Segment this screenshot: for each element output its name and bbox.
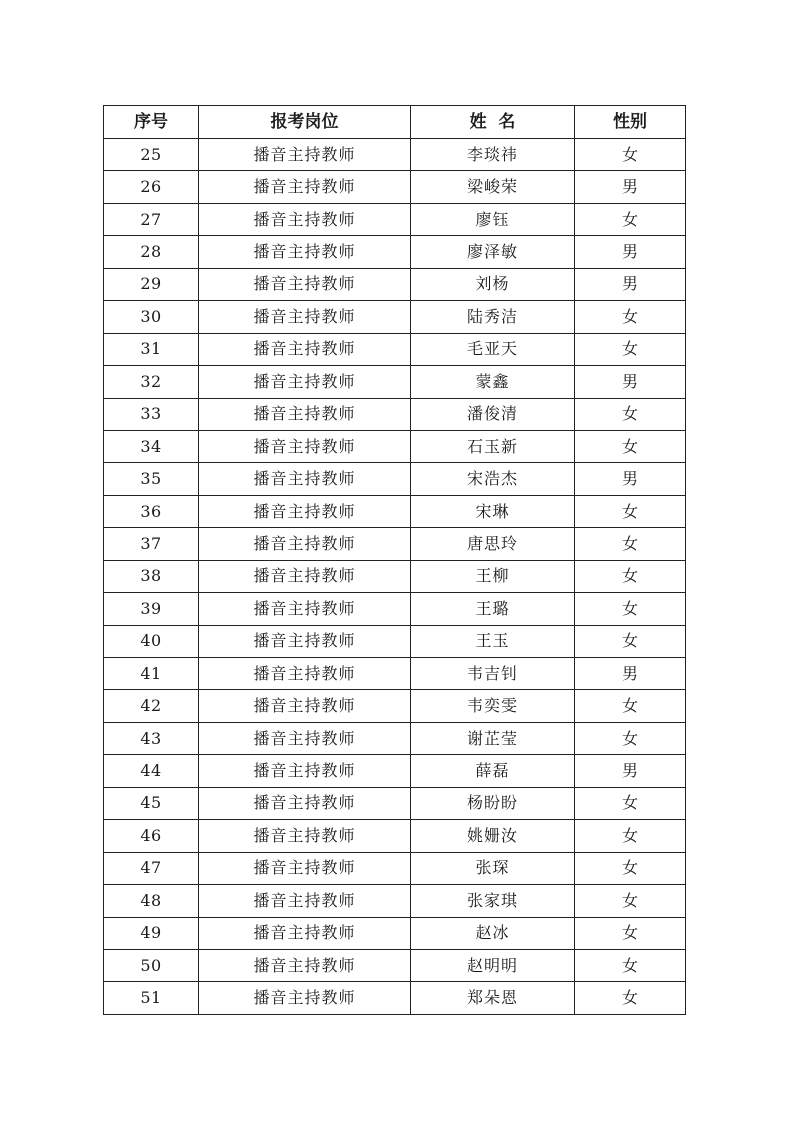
cell-name: 张家琪 — [411, 885, 575, 917]
table-row — [104, 203, 686, 235]
cell-name: 廖钰 — [411, 203, 575, 235]
cell-name: 宋浩杰 — [411, 463, 575, 495]
cell-gender: 女 — [575, 917, 686, 949]
table-row — [104, 236, 686, 268]
cell-seq: 31 — [104, 333, 199, 365]
cell-position: 播音主持教师 — [199, 820, 411, 852]
table-row — [104, 982, 686, 1014]
cell-seq: 37 — [104, 528, 199, 560]
cell-name: 赵明明 — [411, 949, 575, 981]
cell-position: 播音主持教师 — [199, 658, 411, 690]
table-row — [104, 528, 686, 560]
cell-position: 播音主持教师 — [199, 301, 411, 333]
header-gender: 性别 — [575, 106, 686, 139]
cell-seq: 32 — [104, 366, 199, 398]
cell-name: 薛磊 — [411, 755, 575, 787]
cell-gender: 女 — [575, 593, 686, 625]
cell-gender: 女 — [575, 625, 686, 657]
cell-name: 韦奕雯 — [411, 690, 575, 722]
cell-position: 播音主持教师 — [199, 982, 411, 1014]
cell-name: 韦吉钊 — [411, 658, 575, 690]
cell-gender: 女 — [575, 722, 686, 754]
cell-seq: 28 — [104, 236, 199, 268]
cell-position: 播音主持教师 — [199, 463, 411, 495]
cell-name: 宋琳 — [411, 495, 575, 527]
table-row — [104, 268, 686, 300]
cell-name: 谢芷莹 — [411, 722, 575, 754]
header-seq: 序号 — [104, 106, 199, 139]
cell-seq: 38 — [104, 560, 199, 592]
cell-position: 播音主持教师 — [199, 690, 411, 722]
cell-position: 播音主持教师 — [199, 236, 411, 268]
cell-seq: 36 — [104, 495, 199, 527]
table-row — [104, 366, 686, 398]
cell-gender: 女 — [575, 560, 686, 592]
cell-position: 播音主持教师 — [199, 203, 411, 235]
table-row — [104, 398, 686, 430]
cell-gender: 女 — [575, 333, 686, 365]
cell-name: 王璐 — [411, 593, 575, 625]
table-row — [104, 463, 686, 495]
cell-position: 播音主持教师 — [199, 917, 411, 949]
cell-gender: 女 — [575, 820, 686, 852]
cell-gender: 女 — [575, 495, 686, 527]
cell-name: 蒙鑫 — [411, 366, 575, 398]
table-body — [104, 139, 686, 1015]
cell-gender: 女 — [575, 301, 686, 333]
header-name: 姓 名 — [411, 106, 575, 139]
cell-position: 播音主持教师 — [199, 268, 411, 300]
cell-name: 石玉新 — [411, 430, 575, 462]
cell-gender: 女 — [575, 690, 686, 722]
cell-seq: 26 — [104, 171, 199, 203]
cell-name: 廖泽敏 — [411, 236, 575, 268]
cell-seq: 47 — [104, 852, 199, 884]
cell-name: 王柳 — [411, 560, 575, 592]
cell-name: 郑朵恩 — [411, 982, 575, 1014]
table-row — [104, 949, 686, 981]
table-row — [104, 139, 686, 171]
cell-position: 播音主持教师 — [199, 333, 411, 365]
cell-name: 潘俊清 — [411, 398, 575, 430]
cell-gender: 男 — [575, 171, 686, 203]
cell-seq: 44 — [104, 755, 199, 787]
cell-seq: 34 — [104, 430, 199, 462]
table-row — [104, 917, 686, 949]
candidate-table — [103, 105, 686, 1015]
cell-seq: 50 — [104, 949, 199, 981]
cell-name: 赵冰 — [411, 917, 575, 949]
cell-seq: 46 — [104, 820, 199, 852]
cell-position: 播音主持教师 — [199, 560, 411, 592]
cell-name: 李琰祎 — [411, 139, 575, 171]
cell-seq: 51 — [104, 982, 199, 1014]
cell-position: 播音主持教师 — [199, 755, 411, 787]
cell-position: 播音主持教师 — [199, 625, 411, 657]
cell-gender: 女 — [575, 430, 686, 462]
cell-position: 播音主持教师 — [199, 852, 411, 884]
cell-name: 梁峻荣 — [411, 171, 575, 203]
table-row — [104, 301, 686, 333]
cell-seq: 41 — [104, 658, 199, 690]
cell-gender: 男 — [575, 463, 686, 495]
cell-seq: 30 — [104, 301, 199, 333]
cell-position: 播音主持教师 — [199, 787, 411, 819]
table-row — [104, 430, 686, 462]
table-row — [104, 787, 686, 819]
cell-position: 播音主持教师 — [199, 722, 411, 754]
cell-gender: 男 — [575, 755, 686, 787]
cell-position: 播音主持教师 — [199, 430, 411, 462]
cell-gender: 女 — [575, 528, 686, 560]
table-row — [104, 171, 686, 203]
cell-gender: 女 — [575, 949, 686, 981]
cell-seq: 48 — [104, 885, 199, 917]
cell-seq: 35 — [104, 463, 199, 495]
cell-gender: 女 — [575, 885, 686, 917]
cell-position: 播音主持教师 — [199, 398, 411, 430]
table-row — [104, 690, 686, 722]
table-row — [104, 658, 686, 690]
cell-seq: 29 — [104, 268, 199, 300]
cell-name: 陆秀洁 — [411, 301, 575, 333]
cell-name: 张琛 — [411, 852, 575, 884]
cell-position: 播音主持教师 — [199, 593, 411, 625]
cell-position: 播音主持教师 — [199, 495, 411, 527]
table-row — [104, 593, 686, 625]
table-row — [104, 625, 686, 657]
table-header-row — [104, 106, 686, 139]
cell-name: 姚姗汝 — [411, 820, 575, 852]
cell-seq: 27 — [104, 203, 199, 235]
table-row — [104, 560, 686, 592]
table-row — [104, 852, 686, 884]
cell-seq: 43 — [104, 722, 199, 754]
cell-gender: 女 — [575, 787, 686, 819]
cell-gender: 男 — [575, 366, 686, 398]
cell-seq: 49 — [104, 917, 199, 949]
cell-gender: 女 — [575, 203, 686, 235]
cell-name: 毛亚天 — [411, 333, 575, 365]
cell-position: 播音主持教师 — [199, 139, 411, 171]
table-row — [104, 885, 686, 917]
table-row — [104, 333, 686, 365]
cell-gender: 女 — [575, 982, 686, 1014]
cell-gender: 男 — [575, 236, 686, 268]
cell-name: 王玉 — [411, 625, 575, 657]
cell-name: 杨盼盼 — [411, 787, 575, 819]
cell-seq: 42 — [104, 690, 199, 722]
cell-seq: 40 — [104, 625, 199, 657]
cell-name: 唐思玲 — [411, 528, 575, 560]
cell-gender: 女 — [575, 398, 686, 430]
cell-position: 播音主持教师 — [199, 949, 411, 981]
cell-gender: 男 — [575, 658, 686, 690]
cell-seq: 33 — [104, 398, 199, 430]
cell-name: 刘杨 — [411, 268, 575, 300]
cell-seq: 39 — [104, 593, 199, 625]
cell-position: 播音主持教师 — [199, 528, 411, 560]
cell-seq: 25 — [104, 139, 199, 171]
header-position: 报考岗位 — [199, 106, 411, 139]
table-row — [104, 495, 686, 527]
cell-gender: 女 — [575, 139, 686, 171]
cell-position: 播音主持教师 — [199, 171, 411, 203]
cell-gender: 男 — [575, 268, 686, 300]
cell-position: 播音主持教师 — [199, 885, 411, 917]
cell-position: 播音主持教师 — [199, 366, 411, 398]
cell-gender: 女 — [575, 852, 686, 884]
table-row — [104, 755, 686, 787]
table-row — [104, 722, 686, 754]
cell-seq: 45 — [104, 787, 199, 819]
table-row — [104, 820, 686, 852]
